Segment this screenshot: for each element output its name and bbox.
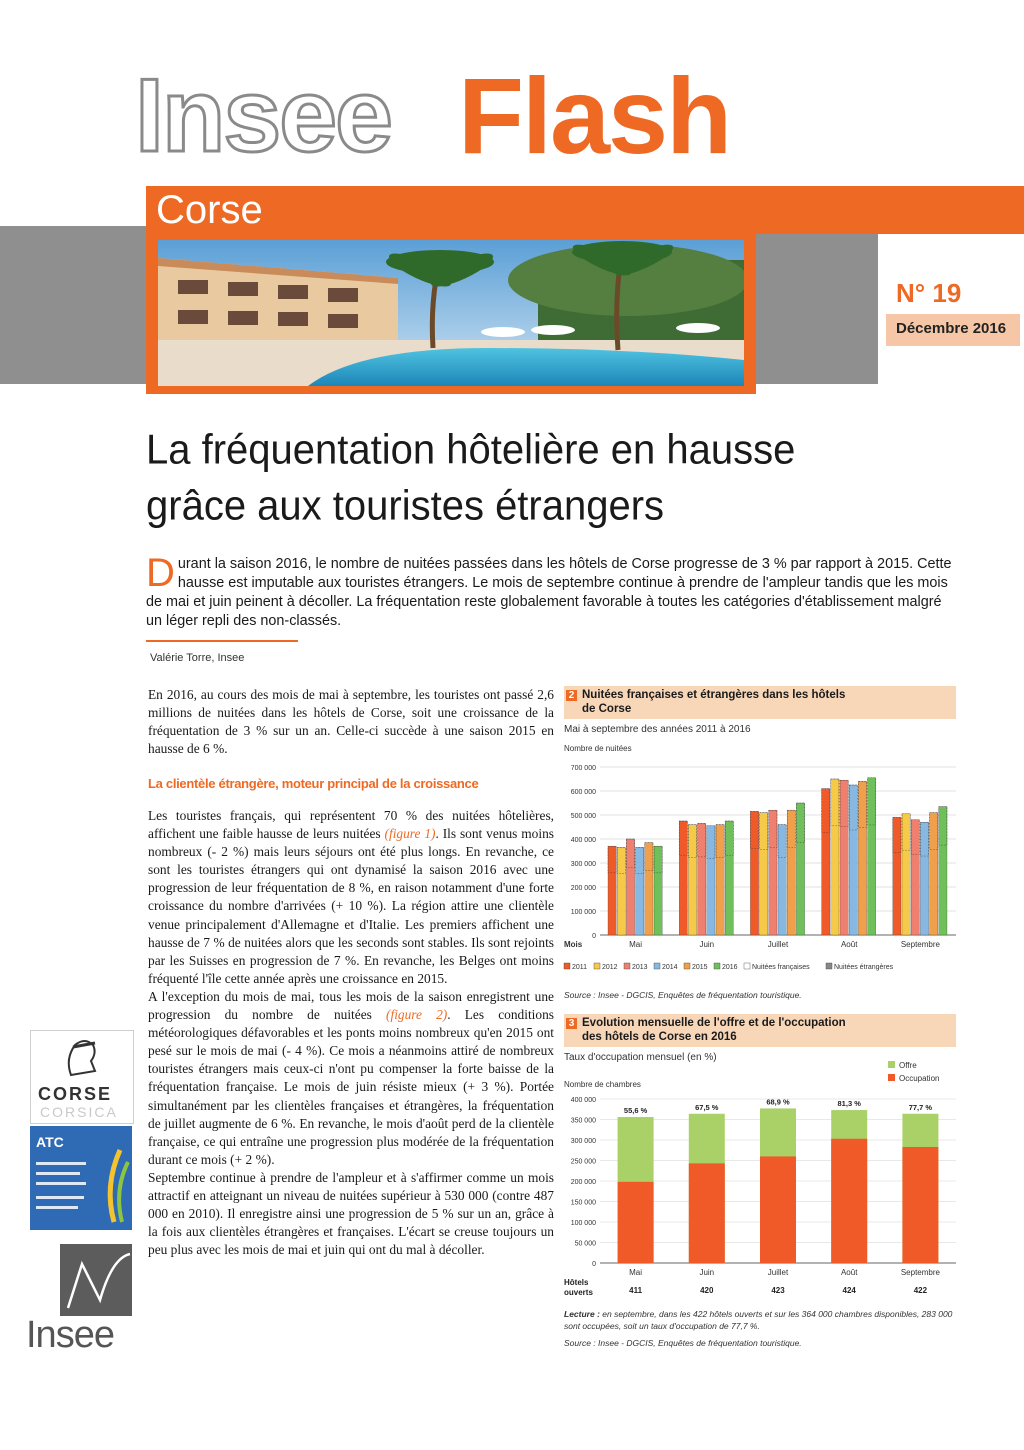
bar [688,825,696,935]
hotel-pool-illustration [158,240,744,386]
bar [930,813,938,935]
bar [796,803,804,935]
figure-3-chart [560,1055,960,1305]
bar [679,821,687,935]
figure-2-source: Source : Insee - DGCIS, Enquêtes de fréquentation touristique. [564,990,802,1000]
title-line-2: grâce aux touristes étrangers [146,483,665,529]
y-tick-label: 0 [592,1261,596,1268]
bar [645,843,653,935]
lead-rule [146,640,298,642]
y-tick-label: 350 000 [570,1117,596,1125]
hotels-count: 424 [842,1286,856,1295]
x-tick-label: Septembre [900,940,940,949]
bar [920,822,928,935]
bar [626,839,634,935]
legend-swatch [594,963,600,969]
bar [725,821,733,935]
figure-2-ylabel: Nombre de nuitées [564,744,632,753]
figure-3-subtitle: Taux d'occupation mensuel (en %) [564,1052,717,1063]
x-tick-label: Septembre [900,1268,940,1277]
hotels-count: 423 [771,1286,785,1295]
y-tick-label: 250 000 [570,1158,596,1166]
atc-logo-text: ATC [36,1134,64,1150]
y-tick-label: 50 000 [574,1240,596,1248]
bar [654,846,662,935]
legend-label: Offre [899,1061,917,1070]
corse-logo-word: CORSE [38,1084,113,1104]
issue-date: Décembre 2016 [896,320,1007,337]
author: Valérie Torre, Insee [150,652,245,664]
lead-paragraph [146,551,958,631]
lead-text: urant la saison 2016, le nombre de nuitées passées dans les hôtels de Corse progresse de 3 % par rapport à 2015. Cette hausse est imputable aux touristes étrangers. Le mois de septembre continue à prendre de l'ampleur tandis que les mois de mai et juin peinent à décoller. La fréquentation reste globalement favorable à toutes les catégories d'établissement malgré un léger repli des non-classés. [146,556,952,629]
legend-label: 2016 [722,964,738,971]
legend-label: 2015 [692,964,708,971]
bar [831,779,839,935]
figure-2-title: Nuitées françaises et étrangères dans les hôtels de Corse [582,689,846,715]
legend-swatch [888,1061,895,1068]
hotels-label-1: Hôtels [564,1278,589,1287]
legend-label: 2014 [662,964,678,971]
moor-head-icon [31,1031,133,1081]
figure-2-subtitle: Mai à septembre des années 2011 à 2016 [564,724,751,735]
bar [617,847,625,935]
figure-1-link[interactable]: (figure 1) [384,826,436,842]
legend-swatch [564,963,570,969]
y-tick-label: 400 000 [570,1097,596,1104]
legend-swatch [826,963,832,969]
body-paragraph-2: Les touristes français, qui représentent 70 % des nuitées hôtelières, affichent une faible hausse de leurs nuitées (figure 1). Ils sont venus moins nombreux (- 2 %) mais leurs séjours ont été plus longs. En revanche, ce sont les touristes étrangers qui ont dynamisé la saison 2016 avec une progression de leur fréquentation de 8 %, en raison notamment d'une forte croissance du nombre d'arrivées (+ 10 %). La région attire une clientèle venue principalement d'Allemagne et d'Italie. Les premiers affichent une hausse de 7 % de nuitées alors que les seconds sont stables. Ils sont rejoints par les Suisses en progression de 7 %. En revanche, les Belges ont moins fréquenté l'île cette année après une croissance en 2015. [148,808,554,986]
y-tick-label: 200 000 [570,885,596,892]
body-paragraph-3: A l'exception du mois de mai, tous les mois de la saison enregistrent une progression du nombre de nuitées (figure 2). Les conditions météorologiques défavorables et les ponts moins nombreux qu'en 2015 ont pesé sur le mois de mai (- 4 %). Ce mois a néanmoins attiré de nombreux touristes étrangers mais ceux-ci n'ont pu compenser la forte baisse de la fréquentation française. Le mois de juin résiste mieux (+ 3 %). Portée simultanément par les clientèles françaises et étrangères, la fréquentation de juillet augmente de 6 %. En revanche, le mois d'août perd de la clientèle française, ce qui entraîne une progression plus modérée de la fréquentation durant ce mois (+ 2 %). [148,988,555,1167]
x-tick-label: Août [840,1268,858,1277]
rate-label: 77,7 % [908,1102,933,1112]
x-axis-label: Mois [564,940,583,949]
legend-swatch [714,963,720,969]
bar [787,810,795,935]
issue-number: N° 19 [896,278,962,308]
legend-label: 2012 [602,964,618,971]
bar [760,813,768,935]
legend-swatch [654,963,660,969]
bar-occupation [618,1182,654,1263]
figure-3-number: 3 [566,1018,577,1029]
subheading: La clientèle étrangère, moteur principal de la croissance [148,776,479,791]
figure-2-link[interactable]: (figure 2) [386,1007,448,1023]
brand-flash: Flash [458,55,731,176]
legend-swatch [684,963,690,969]
figure-3-source: Source : Insee - DGCIS, Enquêtes de fréquentation touristique. [564,1338,802,1348]
body-paragraph-1: En 2016, au cours des mois de mai à septembre, les touristes ont passé 2,6 millions de nuitées dans les hôtels de Corse, soit une croissance de la fréquentation de 3 % sur un an. Celle-ci succède à une saison 2015 en hausse de 6 %. [148,687,554,757]
x-tick-label: Mai [629,1268,643,1277]
legend-swatch [624,963,630,969]
bar-occupation [689,1163,725,1263]
legend-label: 2013 [632,964,648,971]
title-line-1: La fréquentation hôtelière en hausse [146,427,796,473]
figure-2-number: 2 [566,690,577,701]
bar [893,817,901,935]
x-tick-label: Mai [629,940,643,949]
bar-occupation [831,1139,867,1263]
x-tick-label: Août [840,940,858,949]
figure-3-title: Evolution mensuelle de l'offre et de l'occupation des hôtels de Corse en 2016 [582,1017,846,1043]
y-tick-label: 200 000 [570,1179,596,1186]
y-tick-label: 100 000 [570,1220,596,1227]
x-tick-label: Juin [699,940,715,949]
bar [902,814,910,935]
y-tick-label: 150 000 [570,1199,596,1207]
cover-photo [158,240,744,386]
insee-arc-icon [60,1244,132,1316]
hotels-count: 422 [913,1286,928,1295]
article-title [146,422,906,534]
body-paragraph-4: Septembre continue à prendre de l'ampleur et à s'affirmer comme un mois attractif en atteignant un niveau de nuitées supérieur à 530 000 (contre 487 000 en 2010). Il enregistre ainsi une progression de 5 % sur un an, grâce à la fois aux clientèles étrangères et françaises. L'écart se creuse toujours un peu plus avec les mois de mai et juin qui ont du mal à décoller. [148,1169,554,1258]
y-tick-label: 100 000 [570,909,596,916]
bar [858,781,866,935]
y-tick-label: 700 000 [570,765,596,772]
x-tick-label: Juin [699,1268,715,1277]
bar [636,847,644,935]
bar-occupation [760,1156,796,1263]
rate-label: 68,9 % [766,1097,790,1107]
y-tick-label: 300 000 [570,861,596,868]
x-tick-label: Juillet [767,940,789,949]
hotels-count: 420 [700,1286,714,1295]
bar [698,823,706,935]
bar [849,785,857,935]
bar [608,846,616,935]
legend-swatch [888,1074,895,1081]
rate-label: 81,3 % [837,1099,861,1109]
insee-logo-word: Insee [26,1314,114,1356]
bar [840,780,848,935]
rate-label: 55,6 % [623,1106,648,1116]
drop-cap: D [146,551,175,595]
bar [868,778,876,935]
legend-swatch [744,963,750,969]
x-tick-label: Juillet [767,1268,789,1277]
bar [911,820,919,935]
issue-panel [878,234,1024,384]
bar [707,826,715,935]
bar [778,825,786,935]
brand-insee: Insee [135,58,391,174]
hotels-label-2: ouverts [564,1288,593,1297]
figure-2-chart [560,755,960,985]
bar [939,807,947,935]
rate-label: 67,5 % [695,1102,719,1112]
bar [750,811,758,935]
legend-label: Nuitées étrangères [834,964,894,971]
y-tick-label: 600 000 [570,789,596,796]
figure-3-lecture: Lecture : en septembre, dans les 422 hôtels ouverts et sur les 364 000 chambres disponibles, 283 000 sont occupées, soit un taux d'occupation de 77,7 %. [564,1309,953,1331]
body-text-block [148,807,554,1259]
insee-logo-mark [60,1244,132,1316]
figure-3-ylabel: Nombre de chambres [564,1080,641,1089]
hotels-count: 411 [629,1286,643,1295]
bar [822,789,830,935]
y-tick-label: 300 000 [570,1138,596,1145]
masthead-orange-band [146,186,1024,234]
y-tick-label: 0 [592,933,596,940]
y-tick-label: 400 000 [570,837,596,844]
region-name: Corse [156,188,263,232]
bar [769,810,777,935]
bar [716,825,724,935]
legend-label: 2011 [572,964,588,971]
corsica-logo-word: CORSICA [40,1104,118,1120]
y-tick-label: 500 000 [570,813,596,820]
bar-occupation [902,1147,938,1263]
legend-label: Nuitées françaises [752,964,810,971]
legend-label: Occupation [899,1074,940,1083]
